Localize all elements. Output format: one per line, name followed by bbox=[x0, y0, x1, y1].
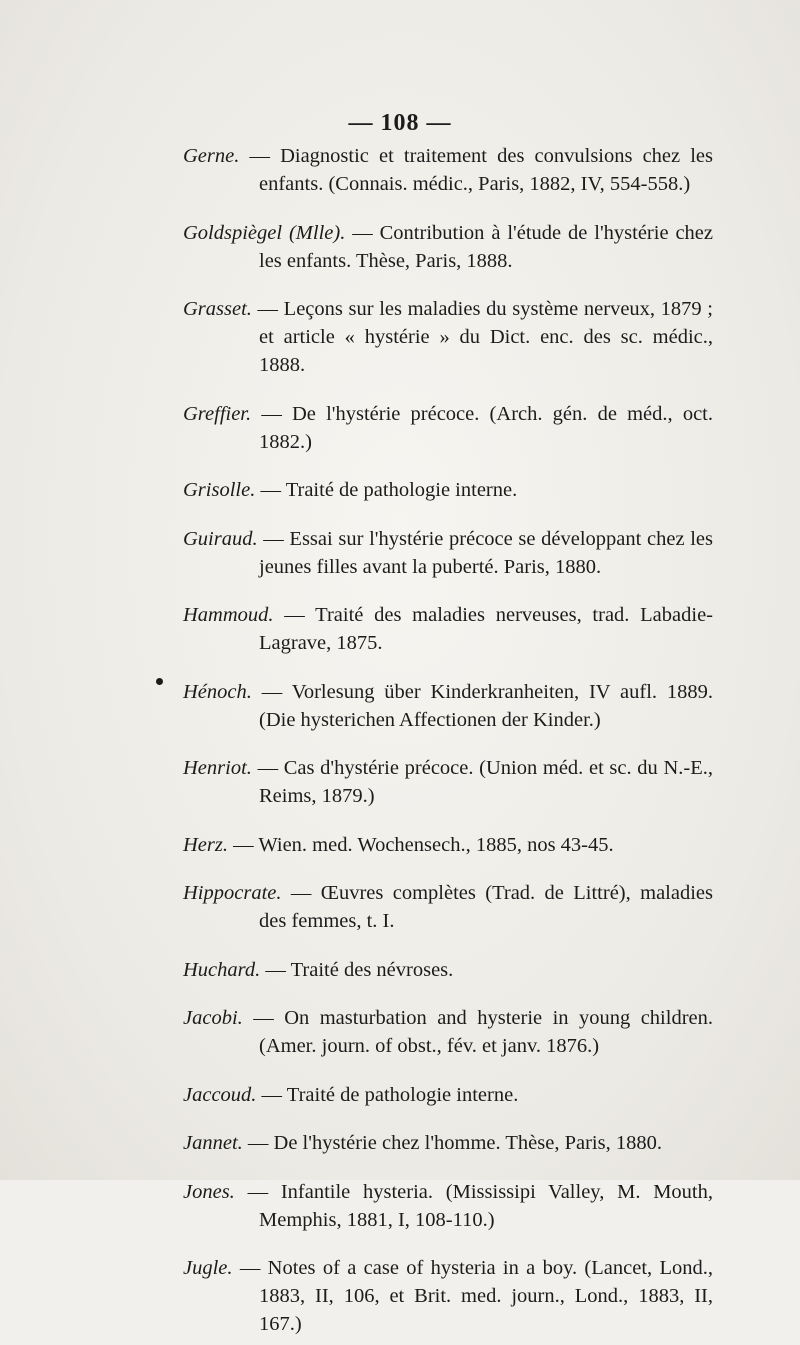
bibliography-entry bbox=[183, 219, 713, 275]
entry-author: Hippocrate. bbox=[183, 882, 282, 904]
entry-text: — Notes of a case of hysteria in a boy. (Lancet, Lond., 1883, II, 106, et Brit. med. journ., Lond., 1883, II, 167.) bbox=[232, 1257, 713, 1335]
bibliography-entry bbox=[183, 601, 713, 657]
entry-text: — De l'hystérie précoce. (Arch. gén. de méd., oct. 1882.) bbox=[251, 402, 713, 453]
bibliography-entry bbox=[183, 525, 713, 581]
bibliography-entry bbox=[183, 1004, 713, 1060]
bibliography-entry bbox=[183, 831, 713, 859]
entry-text: — Diagnostic et traitement des convulsions chez les enfants. (Connais. médic., Paris, 1882, IV, 554-558.) bbox=[239, 145, 713, 195]
entry-author: Gerne. bbox=[183, 145, 240, 167]
entry-text: — Contribution à l'étude de l'hystérie chez les enfants. Thèse, Paris, 1888. bbox=[259, 221, 713, 272]
entry-author: Hammoud. bbox=[183, 604, 274, 626]
bibliography-entry bbox=[183, 142, 713, 198]
entry-author: Herz. bbox=[183, 833, 228, 856]
bibliography-entry bbox=[183, 956, 713, 984]
entry-author: Jones. bbox=[183, 1180, 235, 1203]
entry-author: Jugle. bbox=[183, 1257, 233, 1279]
entry-author: Jaccoud. bbox=[183, 1083, 257, 1106]
bibliography-entry bbox=[183, 1254, 713, 1338]
bibliography-entry bbox=[183, 476, 713, 504]
entry-author: Grisolle. bbox=[183, 479, 256, 501]
entry-text: — On masturbation and hysterie in young children. (Amer. journ. of obst., fév. et janv. 1876.) bbox=[242, 1007, 713, 1057]
bibliography-entry bbox=[183, 295, 713, 379]
entry-author: Jacobi. bbox=[183, 1007, 243, 1029]
bibliography-entry bbox=[183, 1081, 713, 1109]
entry-author: Grasset. bbox=[183, 298, 252, 320]
bibliography-entry bbox=[183, 754, 713, 810]
page-number: — 108 — bbox=[348, 110, 452, 136]
entry-text: — Infantile hysteria. (Mississipi Valley, M. Mouth, Memphis, 1881, I, 108-110.) bbox=[234, 1180, 713, 1231]
entry-text: — Leçons sur les maladies du système nerveux, 1879 ; et article « hystérie » du Dict. enc. des sc. médic., 1888. bbox=[251, 298, 713, 376]
bibliography-entry bbox=[183, 400, 713, 456]
entry-text: — De l'hystérie chez l'homme. Thèse, Paris, 1880. bbox=[242, 1132, 662, 1154]
bibliography-entry bbox=[183, 879, 713, 935]
entry-text: — Traité de pathologie interne. bbox=[255, 479, 518, 501]
entry-text: — Œuvres complètes (Trad. de Littré), maladies des femmes, t. I. bbox=[259, 882, 713, 932]
entry-text: — Traité de pathologie interne. bbox=[256, 1083, 519, 1106]
entry-author: Jannet. bbox=[183, 1132, 243, 1154]
entry-text: — Essai sur l'hystérie précoce se développant chez les jeunes filles avant la puberté. Paris, 1880. bbox=[257, 527, 713, 578]
entry-author: Henriot. bbox=[183, 757, 252, 779]
entry-author: Huchard. bbox=[183, 958, 261, 981]
entry-text: — Traité des névroses. bbox=[260, 958, 454, 981]
entry-text: — Cas d'hystérie précoce. (Union méd. et sc. du N.-E., Reims, 1879.) bbox=[251, 757, 713, 807]
bibliography-entry bbox=[183, 1129, 713, 1157]
entry-author: Hénoch. bbox=[183, 680, 252, 703]
entry-author: Goldspiègel (Mlle). bbox=[183, 221, 346, 244]
margin-dot bbox=[156, 678, 163, 685]
entry-author: Greffier. bbox=[183, 402, 252, 425]
bibliography-entry bbox=[183, 678, 713, 734]
entry-text: — Wien. med. Wochensech., 1885, nos 43-45. bbox=[227, 833, 614, 856]
bibliography-entry bbox=[183, 1178, 713, 1234]
entry-text: — Vorlesung über Kinderkranheiten, IV aufl. 1889. (Die hysterichen Affectionen der Kinder.) bbox=[251, 680, 713, 731]
entry-author: Guiraud. bbox=[183, 527, 258, 550]
entry-text: — Traité des maladies nerveuses, trad. Labadie-Lagrave, 1875. bbox=[259, 604, 713, 654]
bibliography-list bbox=[183, 142, 713, 1345]
